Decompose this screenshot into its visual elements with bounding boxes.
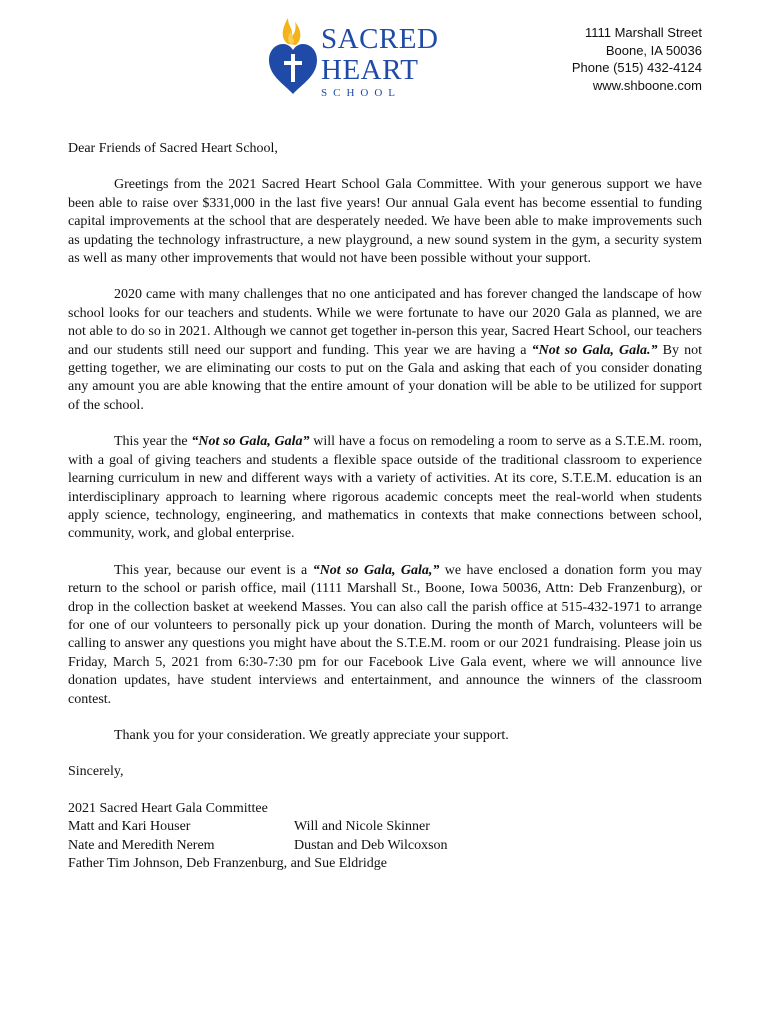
address-city: Boone, IA 50036 xyxy=(605,42,702,58)
letter-body xyxy=(68,140,702,873)
paragraph-text: This year, because our event is a xyxy=(114,562,313,578)
address-street: 1111 Marshall Street xyxy=(584,25,702,40)
signature-name: Father Tim Johnson, Deb Franzenburg, and Sue Eldridge xyxy=(68,856,387,871)
logo-text-sacred: SACRED xyxy=(321,23,439,55)
paragraph-stem-focus xyxy=(68,433,702,543)
signature-row xyxy=(68,818,702,836)
paragraph-text: we have enclosed a donation form you may return to the school or parish office, mail (1111 Marshall St., Boone, Iowa 50036, Attn: Deb Franzenburg), or drop in the collection basket at weekend Masses. You can also call the parish office at 515-432-1971 to arrange for one of our volunteers to personally pick up your donation. During the month of March, volunteers will be calling to answer any questions you might have about the S.T.E.M. room or our 2021 fundraising. Please join us Friday, March 5, 2021 from 6:30-7:30 pm for our Facebook Live Gala event, where we will announce live donation updates, have student interviews and entertainment, and announce the winners of the classroom contest. xyxy=(68,562,702,707)
paragraph-text: This year the xyxy=(114,434,192,450)
paragraph-text: By not getting together, we are eliminating our costs to put on the Gala and asking that each of you consider donating any amount you are able knowing that the entire amount of your donation will be able to be utilized for support of the school. xyxy=(68,342,702,413)
committee-title: 2021 Sacred Heart Gala Committee xyxy=(68,800,268,816)
logo-text-school: SCHOOL xyxy=(321,87,402,99)
address-website: www.shboone.com xyxy=(592,77,702,93)
paragraph-greetings: Greetings from the 2021 Sacred Heart School Gala Committee. With your generous support we have been able to raise over $331,000 in the last five years! Our annual Gala event has become essential to funding capital improvements at the school that are desperately needed. We have been able to make improvements such as updating the technology infrastructure, a new playground, a new sound system in the gym, a security system as well as many other improvements that would not have been possible without your support. xyxy=(68,177,702,267)
paragraph-donation-details xyxy=(68,562,702,709)
gala-name-emphasis: “Not so Gala, Gala,” xyxy=(312,562,440,578)
school-logo xyxy=(266,14,439,99)
logo-text-heart: HEART xyxy=(321,54,419,86)
heart-cross-icon xyxy=(266,14,322,98)
gala-name-emphasis: “Not so Gala, Gala” xyxy=(191,434,310,450)
address-phone: Phone (515) 432-4124 xyxy=(571,60,702,75)
closing: Sincerely, xyxy=(68,764,124,780)
paragraph-text: will have a focus on remodeling a room to serve as a S.T.E.M. room, with a goal of giving teachers and students a flexible space outside of the traditional classroom to experience learning curriculum in new and different ways with a variety of activities. At its core, S.T.E.M. education is an interdisciplinary approach to learning where rigorous academic concepts meet the real-world when students apply science, technology, engineering, and mathematics in contexts that make connections between school, community, work, and global enterprise. xyxy=(68,434,702,542)
salutation: Dear Friends of Sacred Heart School, xyxy=(68,141,278,156)
signature-name: Matt and Kari Houser xyxy=(68,819,191,835)
paragraph-text: 2020 came with many challenges that no one anticipated and has forever changed the landscape of how school looks for our teachers and students. While we were fortunate to have our 2020 Gala as planned, we are not able to do so in 2021. Although we cannot get together in-person this year, Sacred Heart School, our teachers and our students still need our support and funding. This year we are having a xyxy=(68,287,702,358)
signature-name: Dustan and Deb Wilcoxson xyxy=(294,837,448,853)
letterhead-address xyxy=(572,24,702,94)
paragraph-thank-you: Thank you for your consideration. We greatly appreciate your support. xyxy=(114,727,509,743)
signature-row xyxy=(68,837,702,855)
gala-name-emphasis: “Not so Gala, Gala.” xyxy=(531,342,658,358)
signature-name: Will and Nicole Skinner xyxy=(294,819,430,835)
signature-name: Nate and Meredith Nerem xyxy=(68,837,215,853)
paragraph-2020-challenges xyxy=(68,286,702,415)
